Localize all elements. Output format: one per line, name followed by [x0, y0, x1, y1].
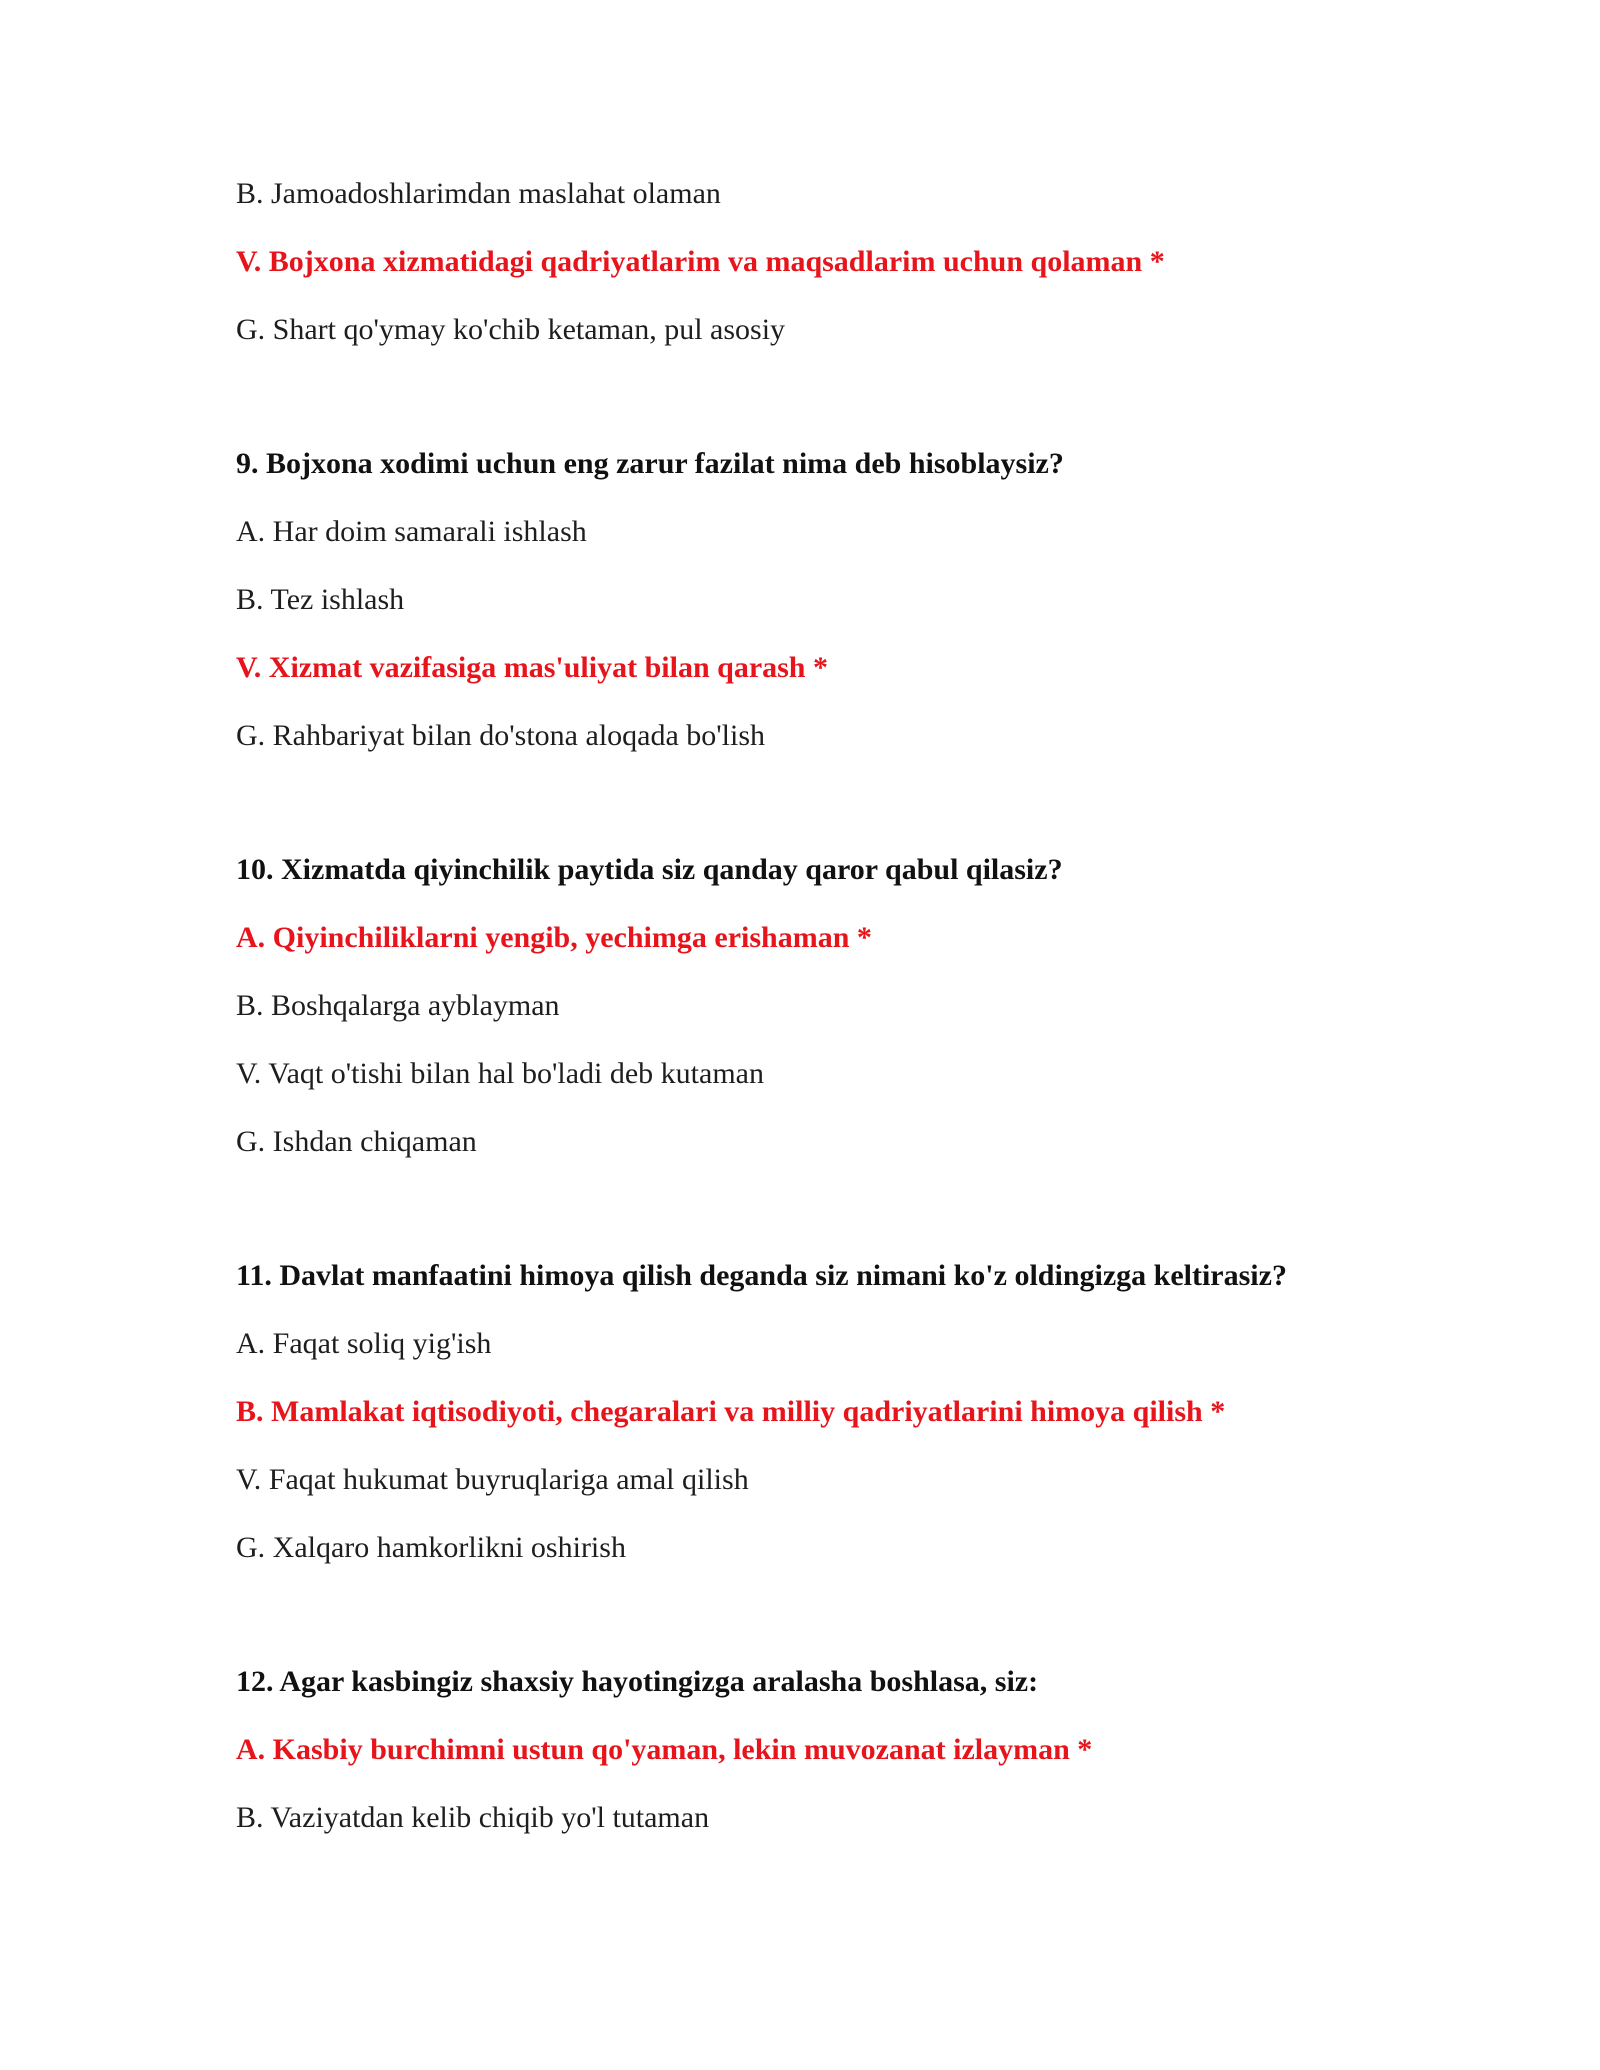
option-g: G. Ishdan chiqaman [236, 1125, 477, 1158]
question-block-10 [236, 852, 1436, 1160]
block-spacer [236, 1598, 1436, 1664]
block-spacer [236, 1192, 1436, 1258]
option-g: G. Xalqaro hamkorlikni oshirish [236, 1531, 626, 1564]
option-b: B. Jamoadoshlarimdan maslahat olaman [236, 177, 721, 210]
question-block-11 [236, 1258, 1436, 1566]
option-a-correct: A. Qiyinchiliklarni yengib, yechimga erishaman * [236, 921, 872, 954]
option-b: B. Vaziyatdan kelib chiqib yo'l tutaman [236, 1801, 710, 1834]
question-title: 10. Xizmatda qiyinchilik paytida siz qanday qaror qabul qilasiz? [236, 853, 1063, 886]
option-g: G. Rahbariyat bilan do'stona aloqada bo'lish [236, 719, 766, 752]
block-spacer [236, 380, 1436, 446]
option-g: G. Shart qo'ymay ko'chib ketaman, pul asosiy [236, 313, 786, 346]
option-a: A. Har doim samarali ishlash [236, 515, 587, 548]
option-v: V. Vaqt o'tishi bilan hal bo'ladi deb kutaman [236, 1057, 764, 1090]
option-v-correct: V. Xizmat vazifasiga mas'uliyat bilan qarash * [236, 651, 828, 684]
option-b: B. Tez ishlash [236, 583, 405, 616]
question-block-9 [236, 446, 1436, 754]
option-a-correct: A. Kasbiy burchimni ustun qo'yaman, lekin muvozanat izlayman * [236, 1733, 1093, 1766]
option-b-correct: B. Mamlakat iqtisodiyoti, chegaralari va milliy qadriyatlarini himoya qilish * [236, 1395, 1226, 1428]
question-block-8 [236, 176, 1436, 348]
option-b: B. Boshqalarga ayblayman [236, 989, 560, 1022]
block-spacer [236, 786, 1436, 852]
option-a: A. Faqat soliq yig'ish [236, 1327, 492, 1360]
question-title: 11. Davlat manfaatini himoya qilish deganda siz nimani ko'z oldingizga keltirasiz? [236, 1259, 1287, 1292]
option-v-correct: V. Bojxona xizmatidagi qadriyatlarim va maqsadlarim uchun qolaman * [236, 245, 1165, 278]
question-block-12 [236, 1664, 1436, 1836]
question-title: 12. Agar kasbingiz shaxsiy hayotingizga aralasha boshlasa, siz: [236, 1665, 1039, 1698]
option-v: V. Faqat hukumat buyruqlariga amal qilish [236, 1463, 749, 1496]
question-title: 9. Bojxona xodimi uchun eng zarur fazilat nima deb hisoblaysiz? [236, 447, 1064, 480]
quiz-content [236, 176, 1436, 1868]
